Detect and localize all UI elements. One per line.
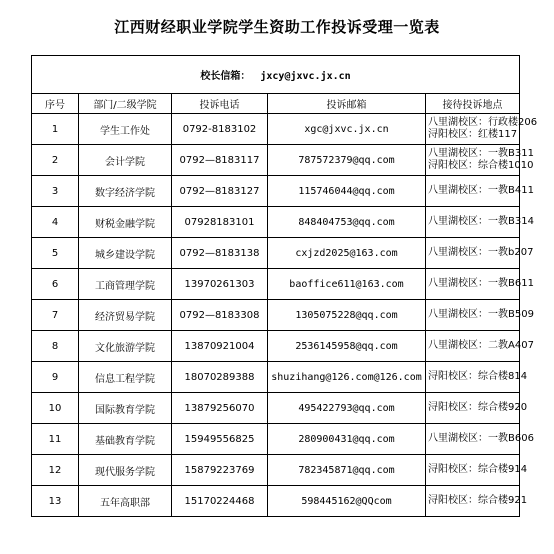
principal-mailbox-cell xyxy=(32,56,520,94)
row-location xyxy=(426,455,528,486)
row-department: 会计学院 xyxy=(79,145,172,176)
row-phone: 0792—8183138 xyxy=(172,238,268,269)
row-phone: 0792-8183102 xyxy=(172,114,268,145)
row-phone: 18070289388 xyxy=(172,362,268,393)
row-email[interactable]: 495422793@qq.com xyxy=(268,393,426,424)
row-email[interactable]: 1305075228@qq.com xyxy=(268,300,426,331)
row-phone: 15949556825 xyxy=(172,424,268,455)
row-number: 12 xyxy=(32,455,79,486)
row-number: 1 xyxy=(32,114,79,145)
row-location xyxy=(426,269,534,300)
table-row xyxy=(32,486,520,517)
row-number: 11 xyxy=(32,424,79,455)
location-line: 浔阳校区：红楼117 xyxy=(428,129,518,140)
row-department: 学生工作处 xyxy=(79,114,172,145)
header-location: 接待投诉地点 xyxy=(426,94,520,114)
header-phone: 投诉电话 xyxy=(172,94,268,114)
location-line: 浔阳校区：综合楼920 xyxy=(428,402,528,413)
row-department: 文化旅游学院 xyxy=(79,331,172,362)
row-phone: 15879223769 xyxy=(172,455,268,486)
row-email[interactable]: 848404753@qq.com xyxy=(268,207,426,238)
row-phone: 07928183101 xyxy=(172,207,268,238)
row-number: 2 xyxy=(32,145,79,176)
row-location xyxy=(426,362,528,393)
row-location xyxy=(426,238,534,269)
header-number: 序号 xyxy=(32,94,79,114)
location-line: 八里湖校区：行政楼206 xyxy=(428,117,538,128)
row-department: 国际教育学院 xyxy=(79,393,172,424)
principal-mailbox-email[interactable]: jxcy@jxvc.jx.cn xyxy=(260,71,351,82)
table-row xyxy=(32,424,520,455)
row-department: 现代服务学院 xyxy=(79,455,172,486)
row-number: 3 xyxy=(32,176,79,207)
row-email[interactable]: baoffice611@163.com xyxy=(268,269,426,300)
row-number: 6 xyxy=(32,269,79,300)
row-email[interactable]: 598445162@QQcom xyxy=(268,486,426,517)
table-row xyxy=(32,145,520,176)
row-phone: 13879256070 xyxy=(172,393,268,424)
row-department: 经济贸易学院 xyxy=(79,300,172,331)
table-header-row xyxy=(32,94,520,114)
table-row xyxy=(32,207,520,238)
row-email[interactable]: shuzihang@126.com@126.com xyxy=(268,362,426,393)
row-department: 工商管理学院 xyxy=(79,269,172,300)
location-line: 浔阳校区：综合楼914 xyxy=(428,464,528,475)
row-phone: 13870921004 xyxy=(172,331,268,362)
row-email[interactable]: 787572379@qq.com xyxy=(268,145,426,176)
row-email[interactable]: 280900431@qq.com xyxy=(268,424,426,455)
location-line: 八里湖校区：一教B509 xyxy=(428,309,534,320)
row-phone: 13970261303 xyxy=(172,269,268,300)
location-line: 八里湖校区：一教B411 xyxy=(428,185,534,196)
row-phone: 0792—8183117 xyxy=(172,145,268,176)
row-location xyxy=(426,114,538,145)
row-email[interactable]: 2536145958@qq.com xyxy=(268,331,426,362)
complaint-table xyxy=(31,55,538,517)
row-location xyxy=(426,300,534,331)
table-row xyxy=(32,238,520,269)
principal-mailbox-label: 校长信箱： xyxy=(200,71,251,82)
row-location xyxy=(426,486,528,517)
row-department: 五年高职部 xyxy=(79,486,172,517)
row-number: 8 xyxy=(32,331,79,362)
row-email[interactable]: xgc@jxvc.jx.cn xyxy=(268,114,426,145)
row-number: 4 xyxy=(32,207,79,238)
row-location xyxy=(426,331,534,362)
location-line: 八里湖校区：二教A407 xyxy=(428,340,534,351)
table-row xyxy=(32,176,520,207)
row-location xyxy=(426,145,534,176)
row-phone: 0792—8183127 xyxy=(172,176,268,207)
header-email: 投诉邮箱 xyxy=(268,94,426,114)
table-row xyxy=(32,455,520,486)
table-row xyxy=(32,114,520,145)
header-department: 部门/二级学院 xyxy=(79,94,172,114)
row-department: 财税金融学院 xyxy=(79,207,172,238)
row-location xyxy=(426,393,528,424)
table-row xyxy=(32,331,520,362)
location-line: 八里湖校区：一教B611 xyxy=(428,278,534,289)
row-email[interactable]: cxjzd2025@163.com xyxy=(268,238,426,269)
location-line: 浔阳校区：综合楼921 xyxy=(428,495,528,506)
row-number: 7 xyxy=(32,300,79,331)
location-line: 八里湖校区：一教B606 xyxy=(428,433,534,444)
location-line: 八里湖校区：一教B314 xyxy=(428,216,534,227)
location-line: 浔阳校区：综合楼814 xyxy=(428,371,528,382)
row-phone: 15170224468 xyxy=(172,486,268,517)
row-location xyxy=(426,424,534,455)
row-number: 9 xyxy=(32,362,79,393)
page-title: 江西财经职业学院学生资助工作投诉受理一览表 xyxy=(114,18,440,36)
row-number: 13 xyxy=(32,486,79,517)
row-department: 城乡建设学院 xyxy=(79,238,172,269)
row-department: 数字经济学院 xyxy=(79,176,172,207)
table-row xyxy=(32,269,520,300)
location-line: 八里湖校区：一教B311 xyxy=(428,148,534,159)
row-email[interactable]: 115746044@qq.com xyxy=(268,176,426,207)
row-email[interactable]: 782345871@qq.com xyxy=(268,455,426,486)
principal-mailbox-row xyxy=(32,56,520,94)
row-department: 信息工程学院 xyxy=(79,362,172,393)
row-location xyxy=(426,176,534,207)
row-department: 基础教育学院 xyxy=(79,424,172,455)
location-line: 浔阳校区：综合楼1010 xyxy=(428,160,534,171)
table-row xyxy=(32,393,520,424)
row-location xyxy=(426,207,534,238)
table-row xyxy=(32,362,520,393)
table-row xyxy=(32,300,520,331)
row-number: 10 xyxy=(32,393,79,424)
row-phone: 0792—8183308 xyxy=(172,300,268,331)
location-line: 八里湖校区：一教b207 xyxy=(428,247,534,258)
row-number: 5 xyxy=(32,238,79,269)
